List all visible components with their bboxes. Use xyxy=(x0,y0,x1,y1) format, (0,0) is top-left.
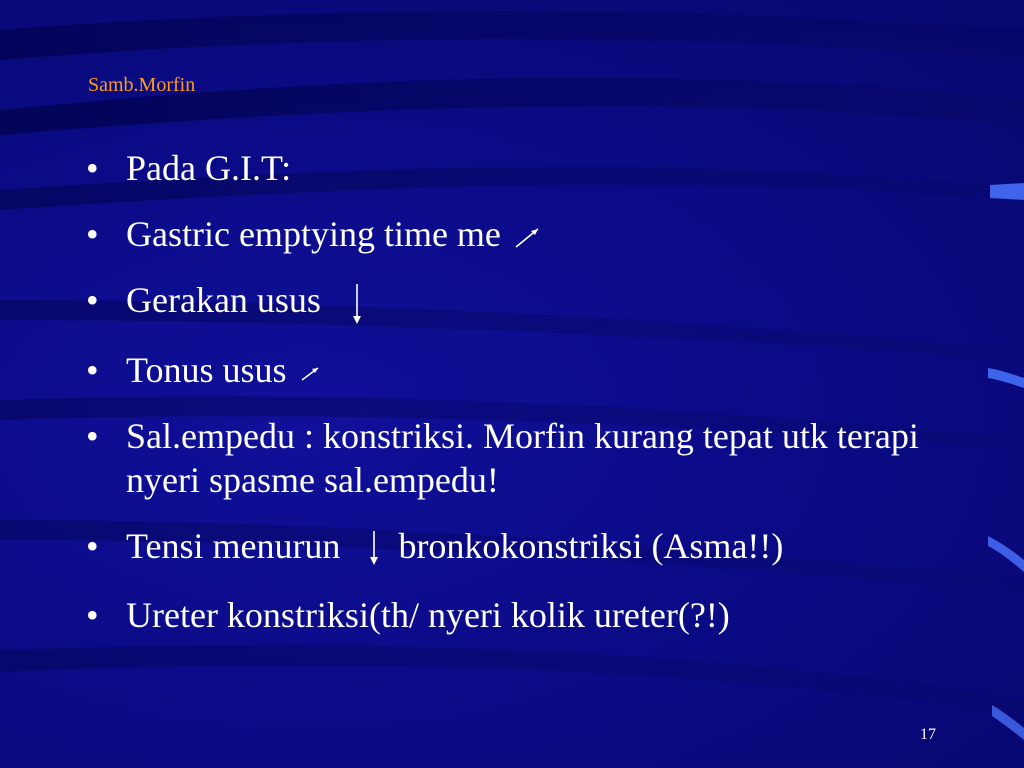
bullet-item xyxy=(86,278,946,326)
bullet-text: Sal.empedu : konstriksi. Morfin kurang tepat utk terapi nyeri spasme sal.empedu! xyxy=(126,415,919,500)
arrow-up-right-icon xyxy=(510,223,546,253)
arrow-down-icon xyxy=(342,282,372,326)
bullet-dot: • xyxy=(86,415,99,456)
bullet-dot: • xyxy=(86,280,99,320)
bullet-text: Pada G.I.T: xyxy=(126,148,292,188)
bullet-list xyxy=(86,146,946,659)
arrow-down-icon xyxy=(359,527,389,571)
bullet-dot: • xyxy=(86,214,99,254)
arrow-up-right-icon xyxy=(296,360,326,386)
bullet-item xyxy=(86,593,946,637)
slide-subtitle: Samb.Morfin xyxy=(88,74,196,96)
page-number: 17 xyxy=(920,726,936,743)
bullet-text: Ureter konstriksi(th/ nyeri kolik ureter(?!) xyxy=(126,595,730,636)
bullet-dot: • xyxy=(86,349,99,390)
bullet-text: Tonus usus xyxy=(126,349,287,390)
bullet-dot: • xyxy=(86,595,99,636)
bullet-text-after: bronkokonstriksi (Asma!!) xyxy=(398,525,784,566)
bullet-item xyxy=(86,146,946,190)
bullet-item xyxy=(86,414,946,502)
bullet-item xyxy=(86,212,946,256)
bullet-text-before: Tensi menurun xyxy=(126,525,341,566)
bullet-item xyxy=(86,524,946,572)
bullet-text: Gerakan usus xyxy=(126,280,321,320)
bullet-text: Gastric emptying time me xyxy=(126,214,501,254)
bullet-dot: • xyxy=(86,148,99,188)
bullet-item xyxy=(86,348,946,392)
bullet-dot: • xyxy=(86,525,99,566)
